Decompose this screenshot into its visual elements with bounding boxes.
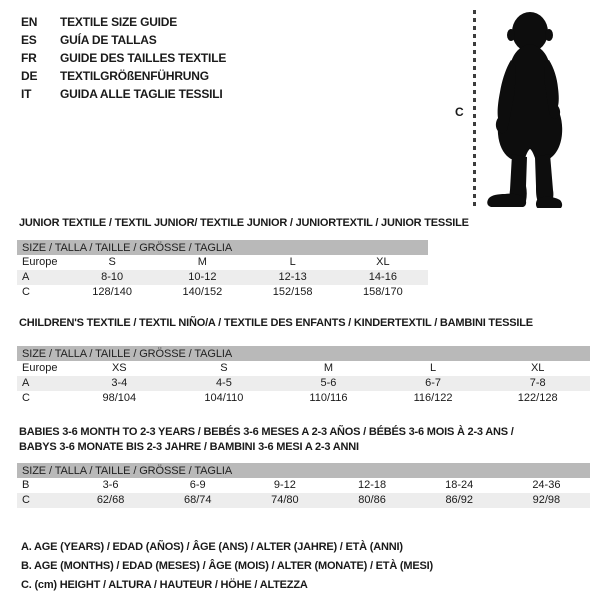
- table-row: [17, 478, 590, 493]
- height-measure-label: C: [455, 105, 464, 119]
- table-row: [17, 255, 428, 270]
- table-row: [17, 376, 590, 391]
- language-label: TEXTILE SIZE GUIDE: [60, 15, 178, 29]
- language-code: ES: [21, 33, 37, 47]
- cell: 140/152: [182, 286, 223, 298]
- cell: 4-5: [215, 377, 232, 389]
- cell: 12-18: [357, 479, 387, 491]
- note-age-months: B. AGE (MONTHS) / EDAD (MESES) / ÂGE (MOIS) / ALTER (MONATE) / ETÀ (MESI): [21, 560, 433, 572]
- cell: 128/140: [92, 286, 132, 298]
- language-code: IT: [21, 87, 32, 101]
- cell: XL: [530, 362, 545, 374]
- babies-size-table: [17, 463, 590, 508]
- cell: 18-24: [445, 479, 474, 491]
- cell: 110/116: [309, 392, 348, 404]
- cell: L: [430, 362, 437, 374]
- children-size-section: [17, 316, 590, 406]
- row-label: A: [22, 377, 30, 389]
- language-code: FR: [21, 51, 37, 65]
- row-label: C: [22, 392, 30, 404]
- cell: L: [289, 256, 296, 268]
- junior-size-table: [17, 240, 428, 300]
- cell: 68/74: [183, 494, 212, 506]
- cell: XS: [111, 362, 127, 374]
- cell: 98/104: [102, 392, 137, 404]
- junior-section-title: JUNIOR TEXTILE / TEXTIL JUNIOR/ TEXTILE JUNIOR / JUNIORTEXTIL / JUNIOR TESSILE: [19, 217, 469, 229]
- cell: 86/92: [445, 494, 473, 506]
- cell: 3-4: [111, 377, 128, 389]
- cell: S: [220, 362, 228, 374]
- note-age-years: A. AGE (YEARS) / EDAD (AÑOS) / ÂGE (ANS) / ALTER (JAHRE) / ETÀ (ANNI): [21, 541, 403, 553]
- babies-section-title: [19, 425, 590, 455]
- row-label: Europe: [22, 256, 58, 268]
- babies-title-line-1: BABIES 3-6 MONTH TO 2-3 YEARS / BEBÉS 3-6 MESES A 2-3 AÑOS / BÉBÉS 3-6 MOIS À 2-3 ANS /: [19, 426, 514, 438]
- junior-size-section: [17, 216, 469, 300]
- cell: 104/110: [204, 392, 244, 404]
- cell: 116/122: [413, 392, 453, 404]
- cell: 9-12: [273, 479, 296, 491]
- cell: 74/80: [271, 494, 299, 506]
- language-list: [21, 13, 226, 103]
- language-label: TEXTILGRÖßENFÜHRUNG: [60, 69, 209, 83]
- row-label: A: [22, 271, 30, 283]
- language-row-fr: [21, 49, 226, 67]
- babies-title-line-2: BABYS 3-6 MONATE BIS 2-3 JAHRE / BAMBINI 3-6 MESI A 2-3 ANNI: [19, 441, 359, 453]
- baby-silhouette-icon: [481, 8, 576, 208]
- size-header-bar: SIZE / TALLA / TAILLE / GRÖSSE / TAGLIA: [17, 346, 590, 361]
- cell: M: [197, 256, 207, 268]
- language-label: GUÍA DE TALLAS: [60, 33, 157, 47]
- note-height-cm: C. (cm) HEIGHT / ALTURA / HAUTEUR / HÖHE / ALTEZZA: [21, 579, 308, 591]
- row-label: C: [22, 286, 30, 298]
- table-row: [17, 270, 428, 285]
- cell: 6-7: [425, 377, 442, 389]
- cell: 10-12: [188, 271, 217, 283]
- row-label: B: [22, 479, 30, 491]
- cell: 6-9: [189, 479, 206, 491]
- children-size-table: [17, 346, 590, 406]
- cell: M: [323, 362, 334, 374]
- table-row: [17, 391, 590, 406]
- cell: 152/158: [272, 286, 313, 298]
- cell: 158/170: [362, 286, 403, 298]
- language-row-de: [21, 67, 226, 85]
- row-label: C: [22, 494, 30, 506]
- height-measure-dashed-line: [473, 10, 476, 207]
- cell: 92/98: [532, 494, 561, 506]
- cell: 62/68: [96, 494, 125, 506]
- row-label: Europe: [22, 362, 58, 374]
- language-code: EN: [21, 15, 38, 29]
- size-header-bar: SIZE / TALLA / TAILLE / GRÖSSE / TAGLIA: [17, 240, 428, 255]
- cell: S: [108, 256, 116, 268]
- cell: 12-13: [278, 271, 307, 283]
- cell: 7-8: [529, 377, 546, 389]
- cell: 122/128: [517, 392, 558, 404]
- legend-notes: [21, 538, 433, 595]
- children-section-title: CHILDREN'S TEXTILE / TEXTIL NIÑO/A / TEXTILE DES ENFANTS / KINDERTEXTIL / BAMBINI TESSILE: [19, 317, 533, 329]
- language-label: GUIDA ALLE TAGLIE TESSILI: [60, 87, 223, 101]
- language-row-es: [21, 31, 226, 49]
- size-header-bar: SIZE / TALLA / TAILLE / GRÖSSE / TAGLIA: [17, 463, 590, 478]
- cell: 14-16: [368, 271, 397, 283]
- cell: 5-6: [320, 377, 337, 389]
- cell: XL: [376, 256, 390, 268]
- babies-size-section: [17, 425, 590, 508]
- language-code: DE: [21, 69, 38, 83]
- language-label: GUIDE DES TAILLES TEXTILE: [60, 51, 227, 65]
- cell: 80/86: [358, 494, 386, 506]
- table-row: [17, 285, 428, 300]
- cell: 24-36: [532, 479, 561, 491]
- cell: 8-10: [101, 271, 124, 283]
- language-row-it: [21, 85, 226, 103]
- cell: 3-6: [102, 479, 119, 491]
- table-row: [17, 493, 590, 508]
- language-row-en: [21, 13, 226, 31]
- table-row: [17, 361, 590, 376]
